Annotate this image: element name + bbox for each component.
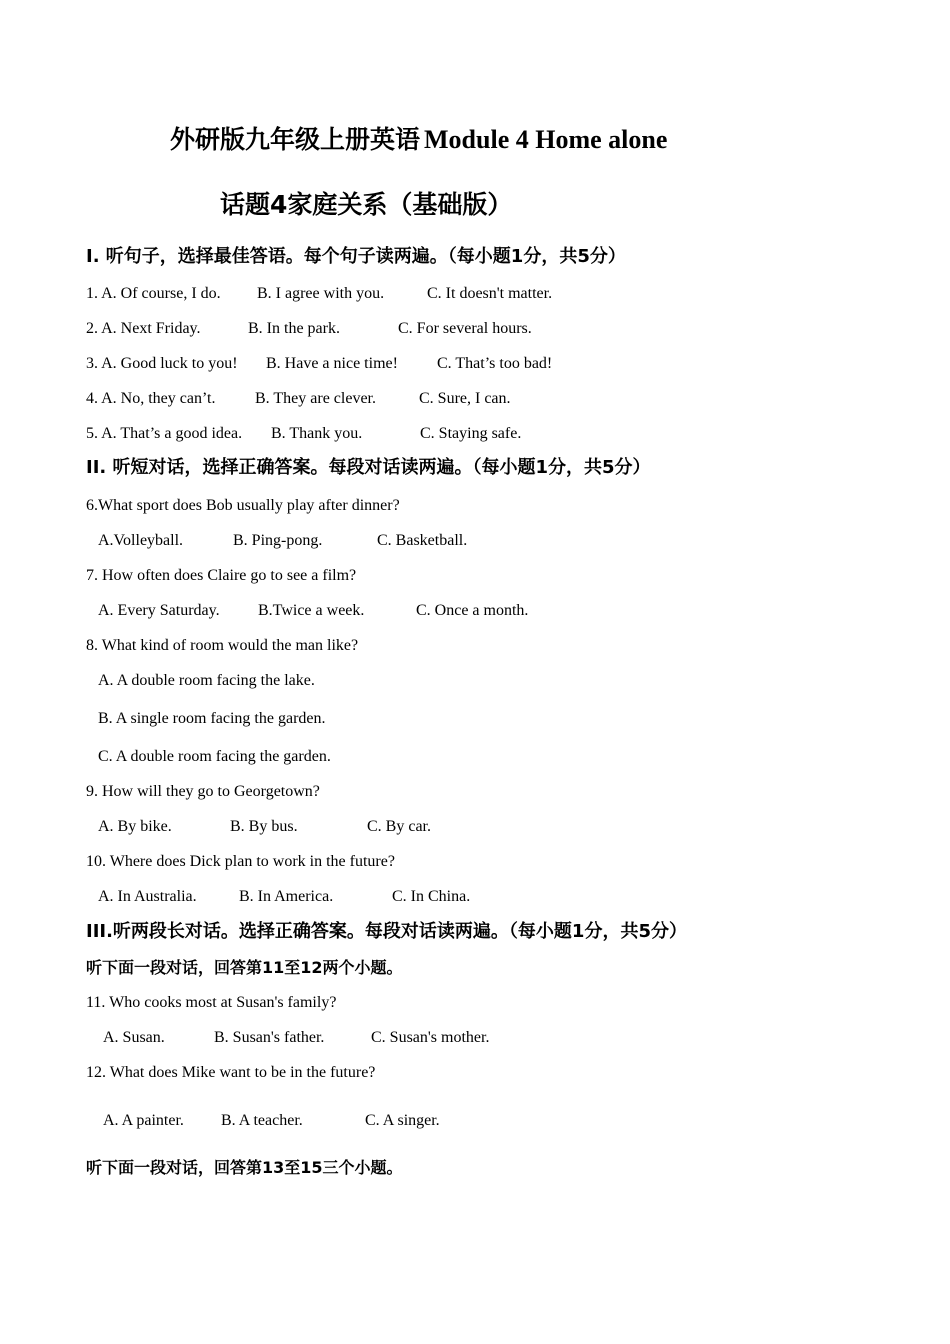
- q9-option-b: B. By bus.: [230, 818, 298, 835]
- q8-question: 8. What kind of room would the man like?: [86, 637, 359, 654]
- q9-question: 9. How will they go to Georgetown?: [86, 783, 320, 800]
- q6-option-a: A.Volleyball.: [98, 532, 184, 549]
- q7-option-b: B.Twice a week.: [258, 602, 365, 619]
- q7-question: 7. How often does Claire go to see a film?: [86, 567, 357, 584]
- q5-option-a: 5. A. That’s a good idea.: [86, 425, 243, 442]
- title-line-2: 话题4家庭关系（基础版）: [220, 190, 513, 219]
- q8-option-a: A. A double room facing the lake.: [98, 672, 315, 689]
- q10-option-c: C. In China.: [392, 888, 471, 905]
- q7-option-a: A. Every Saturday.: [98, 602, 220, 619]
- q6-option-b: B. Ping-pong.: [233, 532, 323, 549]
- q6-option-c: C. Basketball.: [377, 532, 468, 549]
- q2-option-c: C. For several hours.: [398, 320, 532, 337]
- q12-option-a: A. A painter.: [103, 1112, 184, 1129]
- q4-option-b: B. They are clever.: [255, 390, 376, 407]
- q8-option-c: C. A double room facing the garden.: [98, 748, 331, 765]
- q11-option-c: C. Susan's mother.: [371, 1029, 490, 1046]
- q2-option-b: B. In the park.: [248, 320, 340, 337]
- q4-option-a: 4. A. No, they can’t.: [86, 390, 216, 407]
- title-cn: 外研版九年级上册英语: [170, 125, 421, 154]
- q12-option-c: C. A singer.: [365, 1112, 440, 1129]
- q10-option-b: B. In America.: [239, 888, 334, 905]
- section-3-subheading-1: 听下面一段对话，回答第11至12两个小题。: [86, 958, 403, 977]
- section-1-heading: I. 听句子，选择最佳答语。每个句子读两遍。（每小题1分，共5分）: [86, 246, 626, 267]
- q8-option-b: B. A single room facing the garden.: [98, 710, 326, 727]
- q6-question: 6.What sport does Bob usually play after dinner?: [86, 497, 400, 514]
- q1-option-a: 1. A. Of course, I do.: [86, 285, 221, 302]
- q12-question: 12. What does Mike want to be in the future?: [86, 1064, 376, 1081]
- q3-option-c: C. That’s too bad!: [437, 355, 553, 372]
- q2-option-a: 2. A. Next Friday.: [86, 320, 201, 337]
- q9-option-c: C. By car.: [367, 818, 431, 835]
- title-line-1: [170, 125, 667, 155]
- section-3-heading: III.听两段长对话。选择正确答案。每段对话读两遍。（每小题1分，共5分）: [86, 921, 687, 942]
- q1-option-b: B. I agree with you.: [257, 285, 385, 302]
- q9-option-a: A. By bike.: [98, 818, 172, 835]
- section-3-subheading-2: 听下面一段对话，回答第13至15三个小题。: [86, 1158, 403, 1177]
- q11-question: 11. Who cooks most at Susan's family?: [86, 994, 337, 1011]
- q3-option-a: 3. A. Good luck to you!: [86, 355, 238, 372]
- q12-option-b: B. A teacher.: [221, 1112, 303, 1129]
- title-en: Module 4 Home alone: [424, 125, 668, 154]
- q5-option-b: B. Thank you.: [271, 425, 363, 442]
- q11-option-b: B. Susan's father.: [214, 1029, 325, 1046]
- section-2-heading: II. 听短对话，选择正确答案。每段对话读两遍。（每小题1分，共5分）: [86, 457, 651, 478]
- q5-option-c: C. Staying safe.: [420, 425, 522, 442]
- q7-option-c: C. Once a month.: [416, 602, 529, 619]
- q1-option-c: C. It doesn't matter.: [427, 285, 553, 302]
- q10-question: 10. Where does Dick plan to work in the future?: [86, 853, 395, 870]
- q11-option-a: A. Susan.: [103, 1029, 165, 1046]
- q3-option-b: B. Have a nice time!: [266, 355, 398, 372]
- q4-option-c: C. Sure, I can.: [419, 390, 511, 407]
- q10-option-a: A. In Australia.: [98, 888, 197, 905]
